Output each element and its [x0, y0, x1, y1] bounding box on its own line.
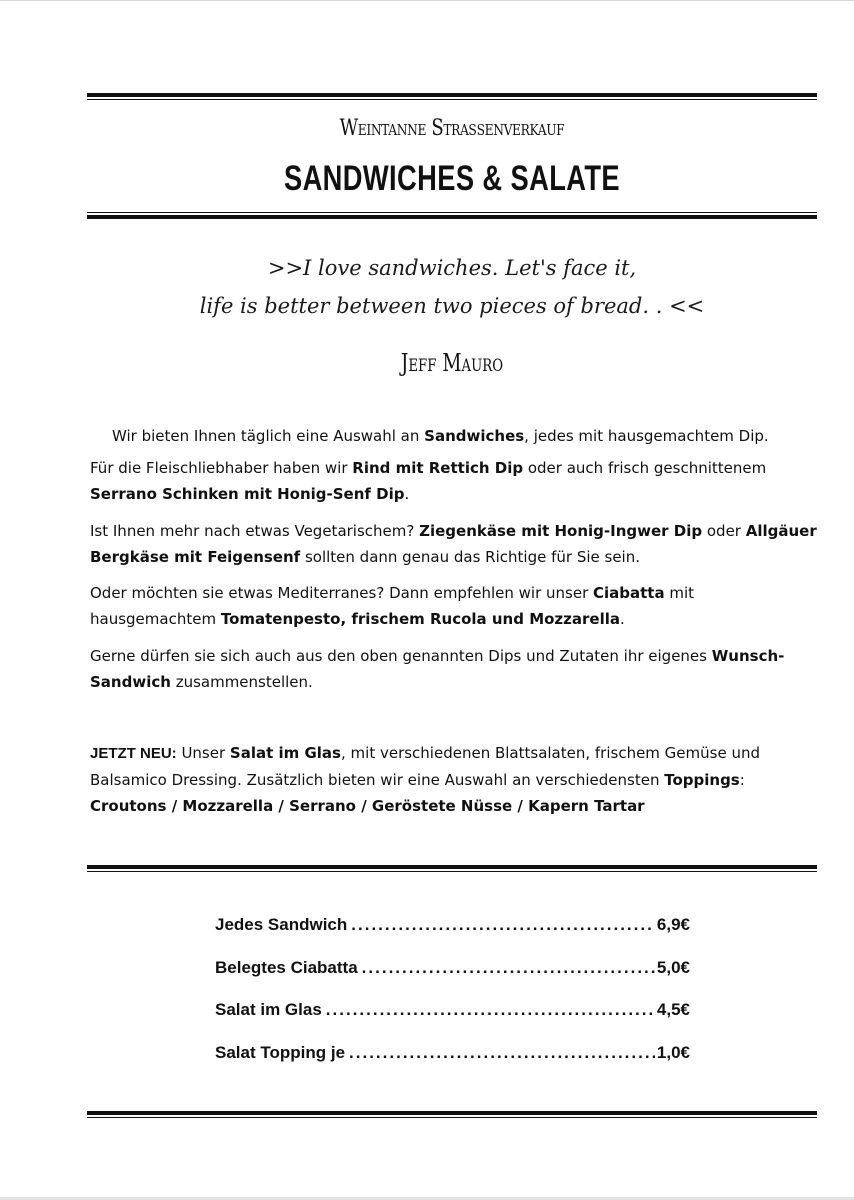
emphasis-text: Toppings — [664, 771, 740, 789]
body-text-run: Ist Ihnen mehr nach etwas Vegetarischem? — [90, 522, 420, 540]
body-text-run: sollten dann genau das Richtige für Sie sein. — [300, 548, 640, 566]
price-item-price: 4,5€ — [656, 1000, 690, 1019]
paragraph-text — [90, 455, 820, 507]
page-title: SANDWICHES & SALATE — [283, 159, 621, 198]
header-bottom-rule — [87, 212, 817, 219]
leader-dots — [362, 958, 655, 978]
emphasis-text: Tomatenpesto, frischem Rucola und Mozzarella — [220, 610, 620, 628]
paragraph-text — [90, 518, 820, 570]
leader-dots — [351, 915, 655, 935]
price-row — [215, 915, 690, 941]
body-text-run: Wir bieten Ihnen täglich eine Auswahl an — [112, 427, 425, 445]
leader-dots — [326, 1000, 655, 1020]
emphasis-text: Serrano Schinken mit Honig-Senf Dip — [90, 485, 405, 503]
price-item-name: Salat im Glas — [215, 1000, 322, 1019]
body-text-run: : — [739, 771, 745, 789]
body-text-run: mit hausgemachtem — [90, 584, 695, 628]
body-text-run: Oder möchten sie etwas Mediterranes? Dann empfehlen wir unser — [90, 584, 593, 602]
body-text-run: Für die Fleischliebhaber haben wir — [90, 459, 353, 477]
price-item-price: 1,0€ — [656, 1043, 690, 1062]
paragraph-mediterranean — [90, 580, 820, 632]
body-text-run: zusammenstellen. — [170, 673, 313, 691]
prices-bottom-rule — [87, 1111, 817, 1118]
paragraph-text — [90, 580, 820, 632]
emphasis-text: Ciabatta — [593, 584, 665, 602]
price-row — [215, 1000, 690, 1026]
paragraph-vegetarian — [90, 518, 820, 570]
emphasis-text: Croutons / Mozzarella / Serrano / Geröstete Nüsse / Kapern Tartar — [90, 797, 645, 815]
paragraph-new-salad — [90, 740, 820, 819]
price-item-price: 6,9€ — [656, 915, 690, 934]
emphasis-text: Allgäuer Bergkäse mit Feigensenf — [90, 522, 817, 566]
paragraph-text — [90, 740, 820, 819]
header-kicker: Weintanne Straßenverkauf — [339, 116, 565, 141]
paragraph-custom-sandwich — [90, 643, 820, 695]
page-top-border — [0, 0, 854, 1]
prices-top-rule — [87, 865, 817, 872]
body-text-run: . — [404, 485, 410, 503]
price-row — [215, 958, 690, 984]
emphasis-text: Ziegenkäse mit Honig-Ingwer Dip — [419, 522, 703, 540]
emphasis-text: JETZT NEU: — [90, 745, 177, 762]
body-text-run: Unser — [176, 744, 230, 762]
price-item-price: 5,0€ — [656, 958, 690, 977]
quote-line-1: >>I love sandwiches. Let's face it, — [267, 256, 637, 280]
emphasis-text: Wunsch-Sandwich — [90, 647, 785, 691]
price-item-name: Belegtes Ciabatta — [215, 958, 358, 977]
paragraph-text — [90, 423, 820, 449]
paragraph-sandwiches — [90, 423, 820, 449]
emphasis-text: Sandwiches — [424, 427, 525, 445]
emphasis-text: Salat im Glas — [229, 744, 341, 762]
body-text-run: , mit verschiedenen Blattsalaten, frischem Gemüse und Balsamico Dressing. Zusätzlich bieten wir eine Auswahl an verschiedensten — [90, 744, 761, 789]
price-row — [215, 1043, 690, 1069]
quote-author: Jeff Mauro — [400, 349, 504, 377]
body-text-run: , jedes mit hausgemachtem Dip. — [524, 427, 769, 445]
quote-line-2: life is better between two pieces of bread. . << — [199, 294, 705, 318]
emphasis-text: Rind mit Rettich Dip — [352, 459, 524, 477]
body-text-run: oder — [702, 522, 746, 540]
paragraph-meat — [90, 455, 820, 507]
body-text-run: . — [620, 610, 625, 628]
body-text-run: Gerne dürfen sie sich auch aus den oben genannten Dips und Zutaten ihr eigenes — [90, 647, 712, 665]
price-item-name: Salat Topping je — [215, 1043, 346, 1062]
price-item-name: Jedes Sandwich — [215, 915, 348, 934]
paragraph-text — [90, 643, 820, 695]
leader-dots — [349, 1043, 655, 1063]
body-text-run: oder auch frisch geschnittenem — [523, 459, 767, 477]
header-top-rule — [87, 93, 817, 100]
